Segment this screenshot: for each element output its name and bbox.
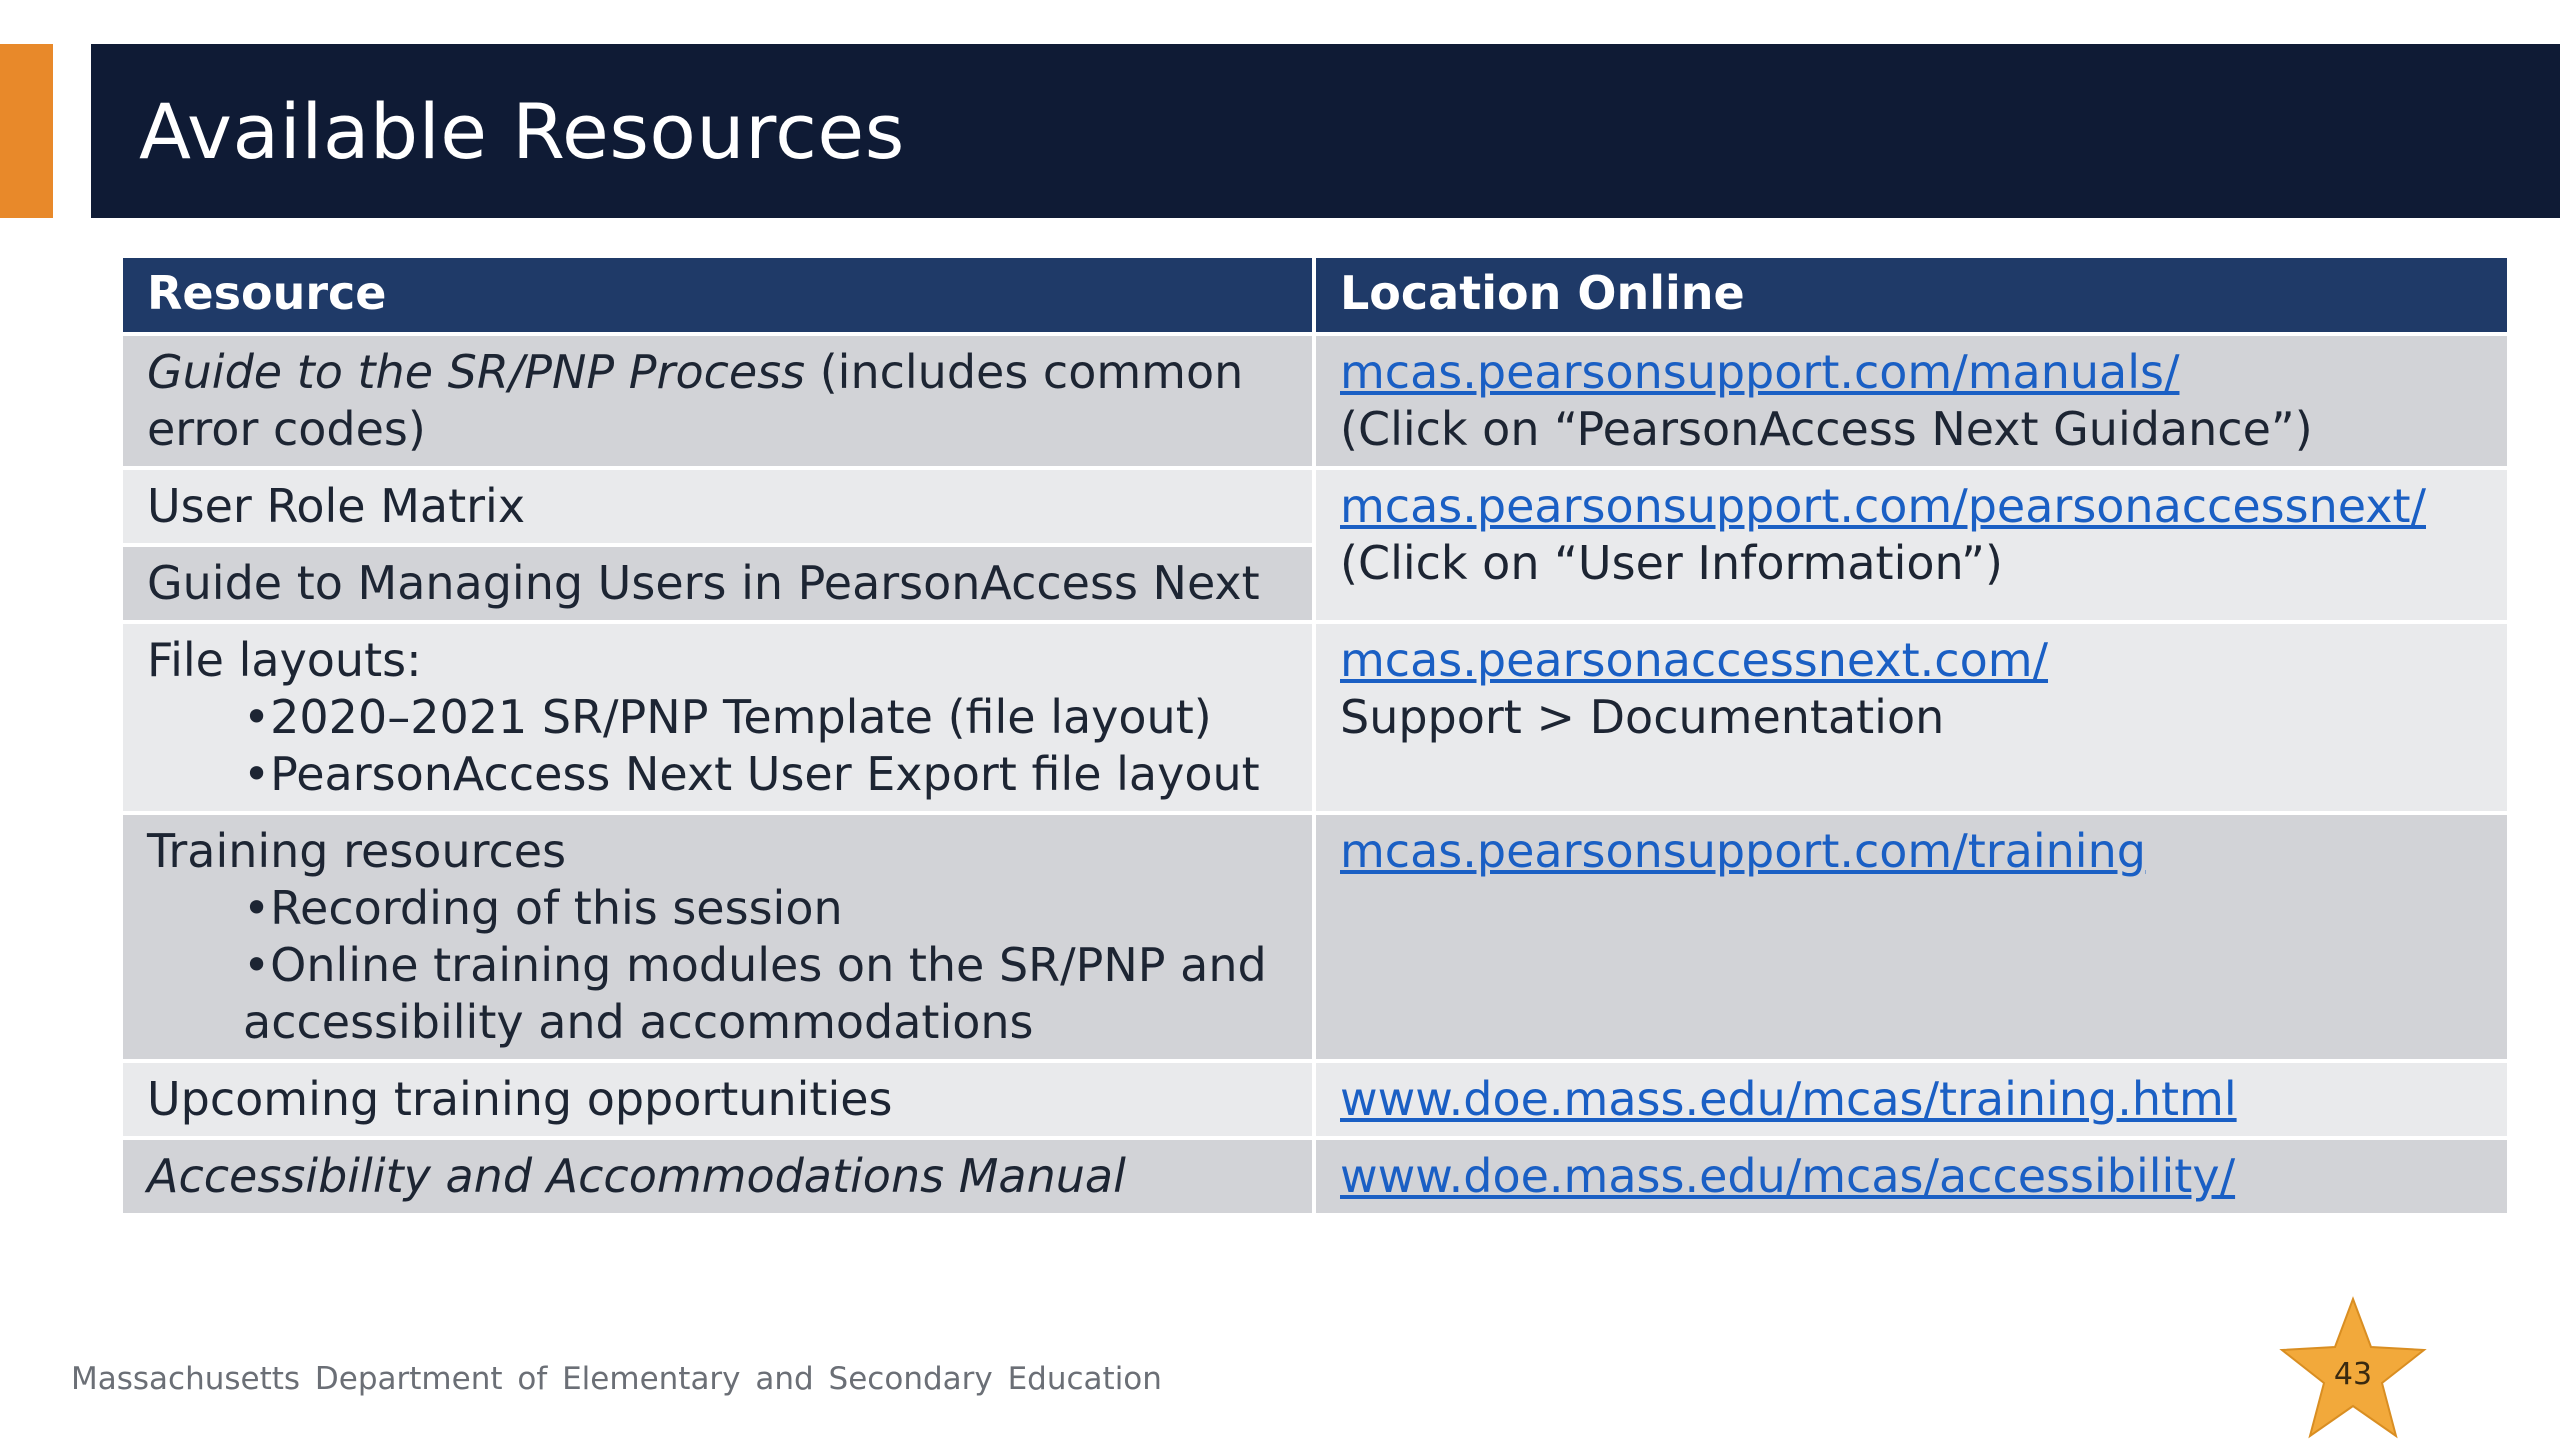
resource-cell (121, 813, 1314, 1061)
resources-table-container (119, 258, 2507, 1217)
table-header-row (121, 258, 2509, 334)
location-cell (1314, 813, 2509, 1061)
location-cell (1314, 1061, 2509, 1138)
header-resource: Resource (121, 258, 1314, 334)
title-accent-bar (0, 44, 53, 218)
page-number: 43 (2333, 1357, 2373, 1392)
resource-bullet: •Recording of this session (243, 881, 843, 935)
title-bar (91, 44, 2560, 218)
resource-title: Upcoming training opportunities (147, 1072, 893, 1126)
resource-bullet: •2020–2021 SR/PNP Template (file layout) (243, 690, 1212, 744)
resource-bullet: •Online training modules on the SR/PNP and accessibility and accommodations (243, 938, 1267, 1049)
resources-table (119, 258, 2511, 1217)
location-link[interactable]: www.doe.mass.edu/mcas/training.html (1340, 1072, 2237, 1126)
location-cell (1314, 622, 2509, 813)
location-link[interactable]: mcas.pearsonsupport.com/manuals/ (1340, 345, 2180, 399)
location-link[interactable]: mcas.pearsonsupport.com/training (1340, 824, 2146, 878)
table-row (121, 1138, 2509, 1215)
resource-title: Guide to Managing Users in PearsonAccess Next (147, 556, 1260, 610)
slide-title: Available Resources (139, 86, 905, 176)
header-location-online: Location Online (1314, 258, 2509, 334)
resource-bullet: •PearsonAccess Next User Export file layout (243, 747, 1260, 801)
table-row (121, 622, 2509, 813)
table-row (121, 468, 2509, 545)
location-link[interactable]: mcas.pearsonaccessnext.com/ (1340, 633, 2049, 687)
table-row (121, 1061, 2509, 1138)
resource-title: User Role Matrix (147, 479, 526, 533)
resource-cell (121, 468, 1314, 545)
location-link[interactable]: www.doe.mass.edu/mcas/accessibility/ (1340, 1149, 2236, 1203)
location-note: (Click on “User Information”) (1340, 536, 2003, 590)
location-note: (Click on “PearsonAccess Next Guidance”) (1340, 402, 2313, 456)
resource-description: (includes common error codes) (147, 345, 1244, 456)
location-link[interactable]: mcas.pearsonsupport.com/pearsonaccessnext/ (1340, 479, 2426, 533)
resource-cell (121, 1061, 1314, 1138)
resource-title: Accessibility and Accommodations Manual (147, 1149, 1126, 1203)
resource-cell (121, 334, 1314, 468)
table-row (121, 334, 2509, 468)
location-note: Support > Documentation (1340, 690, 1945, 744)
resource-cell (121, 622, 1314, 813)
table-row (121, 813, 2509, 1061)
resource-title: File layouts: (147, 633, 422, 687)
footer-organization: Massachusetts Department of Elementary and Secondary Education (71, 1361, 1162, 1397)
resource-cell (121, 1138, 1314, 1215)
location-cell (1314, 1138, 2509, 1215)
resource-title: Guide to the SR/PNP Process (147, 345, 806, 399)
location-cell (1314, 468, 2509, 622)
resource-title: Training resources (147, 824, 567, 878)
location-cell (1314, 334, 2509, 468)
resource-cell (121, 545, 1314, 622)
